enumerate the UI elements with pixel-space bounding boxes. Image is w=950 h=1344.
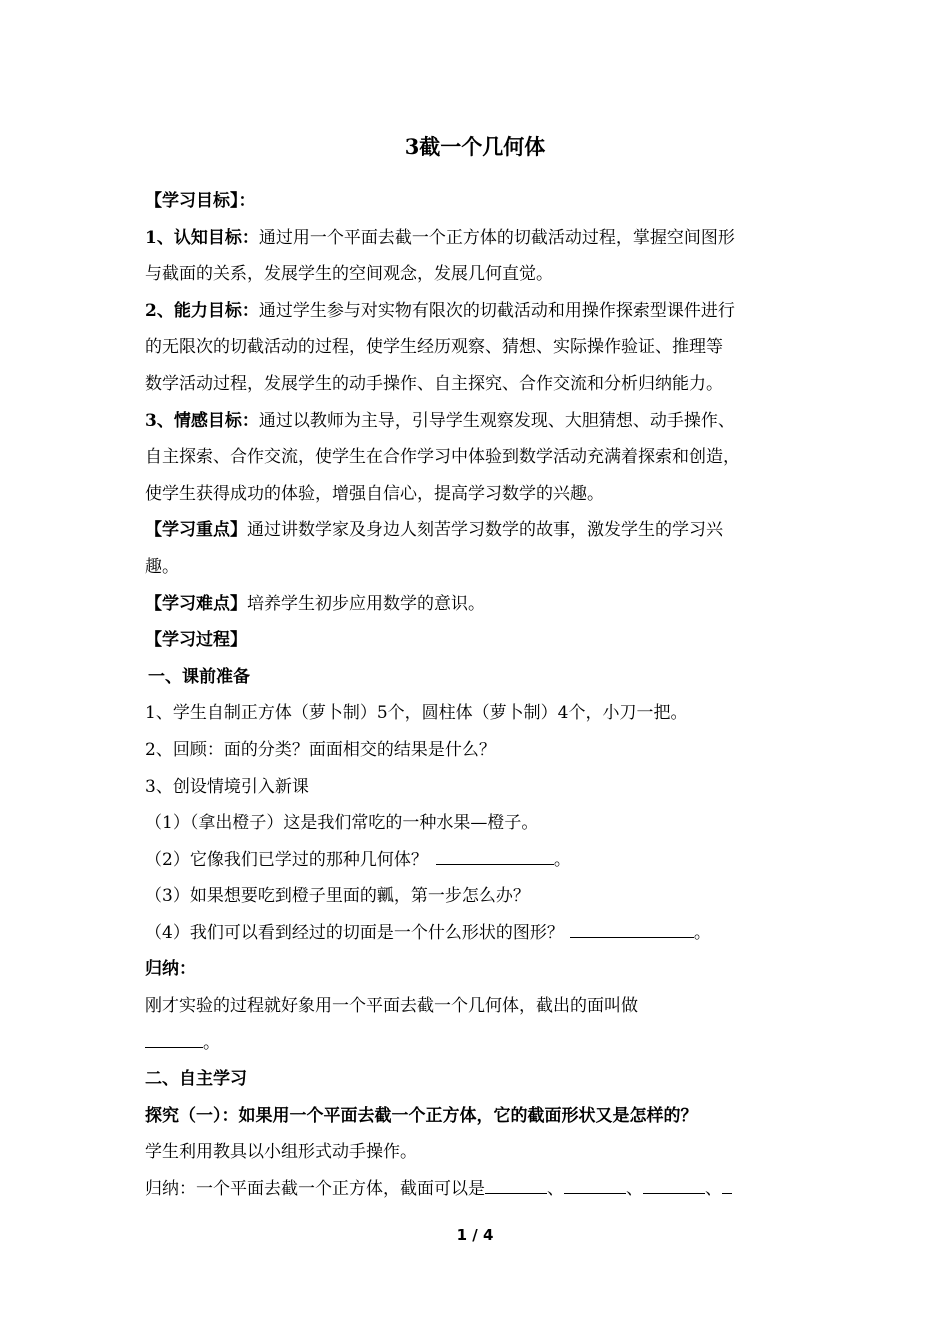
blank-separator: 、	[705, 1179, 722, 1200]
section2-summary-line	[145, 1171, 825, 1208]
section1-sub4-line	[145, 915, 825, 952]
goal2-line3: 数学活动过程，发展学生的动手操作、自主探究、合作交流和分析归纳能力。	[145, 373, 723, 394]
section1-heading: 一、课前准备	[148, 666, 250, 687]
section1-sub1: （1）（拿出橙子）这是我们常吃的一种水果—橙子。	[145, 813, 539, 834]
goals-heading: 【学习目标】：	[145, 191, 256, 211]
goal1-line1	[145, 220, 825, 257]
key-points-line1	[145, 512, 825, 549]
summary1-heading: 归纳：	[145, 959, 196, 980]
goal1-text1: 通过用一个平面去截一个正方体的切截活动过程，掌握空间图形	[258, 227, 735, 248]
blank-separator: 、	[547, 1179, 564, 1200]
section1-sub2: （2）它像我们已学过的那种几何体？	[145, 849, 428, 870]
goal1-label: 1、认知目标：	[145, 227, 259, 248]
section2-heading: 二、自主学习	[145, 1069, 247, 1090]
section1-sub4-end: 。	[693, 922, 711, 943]
answer-blank[interactable]	[570, 917, 694, 938]
document-body	[145, 183, 825, 1208]
explore1-question: 探究（一）：如果用一个平面去截一个正方体，它的截面形状又是怎样的？	[145, 1105, 698, 1126]
key-points-text1: 通过讲数学家及身边人刻苦学习数学的故事，激发学生的学习兴	[247, 520, 723, 541]
difficulty-line	[145, 586, 825, 623]
goal3-line1	[145, 403, 825, 440]
goal2-label: 2、能力目标：	[145, 300, 259, 321]
answer-blank[interactable]	[436, 844, 554, 865]
answer-blank[interactable]	[564, 1173, 626, 1194]
section1-sub3: （3）如果想要吃到橙子里面的瓤，第一步怎么办？	[145, 886, 530, 907]
page-number: 1 / 4	[456, 1226, 494, 1244]
answer-blank[interactable]	[485, 1173, 547, 1194]
section1-sub4: （4）我们可以看到经过的切面是一个什么形状的图形？	[145, 922, 564, 943]
section2-activity: 学生利用教具以小组形式动手操作。	[145, 1142, 417, 1163]
section2-summary: 归纳：一个平面去截一个正方体，截面可以是	[145, 1179, 485, 1200]
answer-blank[interactable]	[722, 1173, 732, 1194]
goal2-line1	[145, 293, 825, 330]
key-points-label: 【学习重点】	[145, 520, 247, 541]
goal3-label: 3、情感目标：	[145, 410, 259, 431]
section1-sub2-end: 。	[553, 849, 571, 870]
summary1-line2-end: 。	[203, 1032, 220, 1053]
section1-item3: 3、创设情境引入新课	[145, 776, 309, 797]
goal3-line2: 自主探索、合作交流，使学生在合作学习中体验到数学活动充满着探索和创造，	[145, 447, 740, 468]
process-heading: 【学习过程】	[145, 630, 247, 651]
document-title: 3截一个几何体	[404, 134, 546, 159]
goal1-line2: 与截面的关系，发展学生的空间观念，发展几何直觉。	[145, 264, 553, 285]
blank-separator: 、	[626, 1179, 643, 1200]
goal2-line2: 的无限次的切截活动的过程，使学生经历观察、猜想、实际操作验证、推理等	[145, 337, 723, 358]
section1-item2: 2、回顾：面的分类？面面相交的结果是什么？	[145, 739, 496, 760]
goal2-text1: 通过学生参与对实物有限次的切截活动和用操作探索型课件进行	[258, 300, 735, 321]
section1-sub2-line	[145, 842, 825, 879]
key-points-line2: 趣。	[145, 556, 179, 577]
difficulty-text: 培养学生初步应用数学的意识。	[247, 593, 485, 614]
answer-blank[interactable]	[643, 1173, 705, 1194]
goal3-text1: 通过以教师为主导，引导学生观察发现、大胆猜想、动手操作、	[258, 410, 735, 431]
summary1-line2	[145, 1025, 825, 1062]
goal3-line3: 使学生获得成功的体验，增强自信心，提高学习数学的兴趣。	[145, 483, 604, 504]
summary1-line1: 刚才实验的过程就好象用一个平面去截一个几何体，截出的面叫做	[145, 996, 638, 1017]
section1-item1: 1、学生自制正方体（萝卜制）5个，圆柱体（萝卜制）4个，小刀一把。	[145, 703, 688, 724]
difficulty-label: 【学习难点】	[145, 593, 247, 614]
answer-blank[interactable]	[145, 1027, 203, 1048]
